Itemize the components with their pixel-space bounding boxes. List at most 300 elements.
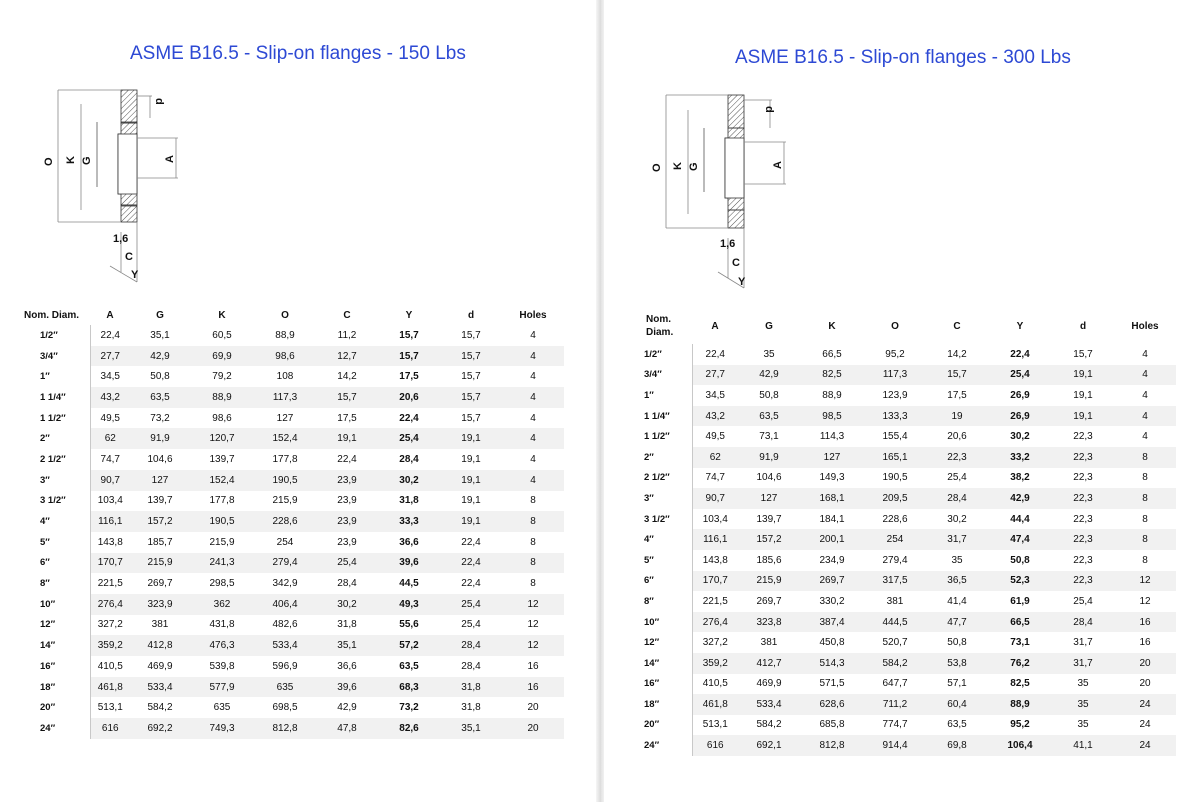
cell-A: 43,2 [90,387,130,408]
cell-K: 190,5 [190,511,254,532]
cell-nom-diam: 24″ [644,740,660,752]
cell-Y: 73,1 [1010,637,1030,649]
cell-A: 43,2 [692,406,738,427]
label-A: A [772,161,784,169]
cell-C: 23,9 [316,470,378,491]
cell-O: 117,3 [864,365,926,386]
cell-holes: 8 [502,553,564,574]
cell-O: 228,6 [882,513,908,525]
label-C: C [125,251,133,263]
cell-C: 47,8 [316,718,378,739]
cell-C: 23,9 [316,511,378,532]
table-row [626,529,1176,550]
cell-Y: 82,5 [1010,678,1030,690]
cell-nom-diam: 12″ [40,619,56,631]
cell-K: 152,4 [190,470,254,491]
cell-C: 63,5 [947,719,967,731]
cell-G: 215,9 [738,571,800,592]
cell-C: 50,8 [947,637,967,649]
label-d: d [153,98,165,105]
label-G: G [688,162,700,171]
cell-K: 82,5 [800,365,864,386]
cell-Y: 76,2 [988,653,1052,674]
cell-O: 774,7 [882,719,908,731]
cell-K: 168,1 [800,488,864,509]
cell-d: 22,4 [440,553,502,574]
cell-holes: 8 [1114,529,1176,550]
label-O: O [43,157,55,166]
flange-top-hub [121,90,137,123]
cell-holes: 16 [527,660,539,672]
cell-d: 19,1 [440,428,502,449]
label-d: d [763,106,775,113]
cell-holes: 24 [1139,719,1151,731]
flange-drawing [648,88,808,298]
cell-nom-diam: 18″ [644,698,660,710]
cell-nom-diam: 20″ [40,702,56,714]
table-row [626,385,1176,406]
table-row [24,408,564,429]
cell-A: 461,8 [90,677,130,698]
cell-G: 50,8 [759,389,779,401]
cell-O: 647,7 [882,678,908,690]
cell-Y: 30,2 [378,470,440,491]
cell-C: 28,4 [926,488,988,509]
cell-K: 812,8 [800,735,864,756]
cell-K: 539,8 [209,660,235,672]
cell-holes: 12 [1139,595,1151,607]
cell-A: 221,5 [692,591,738,612]
cell-holes: 4 [1142,431,1148,443]
cell-nom-diam: 14″ [40,640,56,652]
cell-C: 25,4 [316,553,378,574]
cell-O: 914,4 [864,735,926,756]
table-row [626,612,1176,633]
cell-G: 412,7 [738,653,800,674]
flange-table-150 [24,305,564,739]
cell-A: 62 [692,447,738,468]
cell-d: 22,3 [1052,447,1114,468]
cell-O: 381 [886,595,904,607]
cell-d: 25,4 [1073,595,1093,607]
table-row [626,550,1176,571]
table-row [626,426,1176,447]
cell-O: 698,5 [272,702,298,714]
cell-K: 69,9 [190,346,254,367]
cell-G: 381 [151,619,169,631]
cell-K: 139,7 [209,453,235,465]
cell-O: 596,9 [272,660,298,672]
cell-Y: 30,2 [1010,431,1030,443]
header-G: G [156,309,164,321]
cell-nom-diam: 16″ [40,660,56,672]
cell-holes: 12 [1114,571,1176,592]
cell-C: 17,5 [337,412,357,424]
cell-C: 19 [926,406,988,427]
cell-nom-diam: 3 1/2″ [644,513,670,525]
cell-A: 74,7 [692,468,738,489]
flange-diagram [40,82,200,292]
table-row [24,553,564,574]
cell-nom-diam: 1 1/2″ [644,431,670,443]
cell-nom-diam: 10″ [40,598,56,610]
cell-C: 42,9 [337,702,357,714]
cell-nom-diam: 2 1/2″ [40,453,66,465]
table-row [626,632,1176,653]
page-300-lbs [604,0,1200,802]
cell-O: 406,4 [254,594,316,615]
cell-C: 31,7 [926,529,988,550]
table-row [24,366,564,387]
cell-K: 577,9 [190,677,254,698]
cell-C: 30,2 [316,594,378,615]
cell-C: 41,4 [947,595,967,607]
table-row [626,674,1176,695]
cell-O: 533,4 [254,635,316,656]
cell-G: 269,7 [147,578,173,590]
cell-d: 25,4 [461,619,481,631]
cell-nom-diam: 8″ [644,595,654,607]
cell-Y: 44,5 [399,578,419,590]
cell-holes: 4 [1114,406,1176,427]
cell-holes: 8 [1142,513,1148,525]
cell-A: 170,7 [692,571,738,592]
cell-K: 177,8 [209,495,235,507]
cell-K: 749,3 [190,718,254,739]
cell-Y: 15,7 [399,329,419,341]
cell-nom-diam: 1/2″ [644,348,662,360]
table-row [24,470,564,491]
cell-A: 22,4 [692,344,738,365]
cell-Y: 73,2 [399,702,419,714]
table-row [626,694,1176,715]
cell-G: 104,6 [756,472,782,484]
cell-K: 628,6 [800,694,864,715]
cell-nom-diam: 16″ [644,678,660,690]
header-G: G [765,320,773,332]
cell-O: 108 [276,371,294,383]
cell-nom-diam: 2″ [644,451,654,463]
cell-d: 22,3 [1073,431,1093,443]
cell-d: 22,4 [461,578,481,590]
cell-A: 170,7 [90,553,130,574]
cell-holes: 8 [530,536,536,548]
cell-G: 469,9 [147,660,173,672]
cell-K: 234,9 [819,554,845,566]
cell-Y: 42,9 [988,488,1052,509]
table-row [24,656,564,677]
cell-C: 22,3 [926,447,988,468]
cell-K: 200,1 [800,529,864,550]
label-A: A [164,155,176,163]
cell-A: 359,2 [692,653,738,674]
cell-A: 103,4 [692,509,738,530]
cell-Y: 61,9 [1010,595,1030,607]
cell-Y: 25,4 [378,428,440,449]
cell-G: 185,6 [756,554,782,566]
cell-holes: 16 [502,677,564,698]
cell-A: 410,5 [90,656,130,677]
flange-table-300 [626,308,1176,756]
cell-A: 90,7 [90,470,130,491]
cell-K: 362 [190,594,254,615]
cell-O: 155,4 [882,431,908,443]
cell-nom-diam: 6″ [644,575,654,587]
cell-K: 184,1 [819,513,845,525]
cell-G: 323,9 [130,594,190,615]
cell-nom-diam: 3/4″ [644,369,662,381]
cell-nom-diam: 4″ [40,516,50,528]
cell-holes: 16 [1114,612,1176,633]
label-K: K [65,156,77,164]
cell-C: 12,7 [316,346,378,367]
cell-holes: 20 [527,702,539,714]
cell-d: 19,1 [1052,365,1114,386]
cell-A: 34,5 [692,385,738,406]
cell-nom-diam: 5″ [40,536,50,548]
table-row [24,511,564,532]
cell-O: 317,5 [864,571,926,592]
cell-Y: 26,9 [1010,389,1030,401]
cell-d: 22,3 [1073,513,1093,525]
header-A: A [711,320,719,332]
table-row [24,615,564,636]
cell-A: 327,2 [90,615,130,636]
header-d: d [467,309,475,321]
cell-d: 41,1 [1052,735,1114,756]
table-row [626,406,1176,427]
table-row [626,365,1176,386]
cell-d: 15,7 [440,346,502,367]
cell-K: 60,5 [212,329,232,341]
cell-holes: 4 [1114,365,1176,386]
cell-K: 514,3 [800,653,864,674]
table-row [626,591,1176,612]
cell-O: 444,5 [864,612,926,633]
cell-holes: 4 [530,453,536,465]
cell-C: 35,1 [316,635,378,656]
cell-G: 127 [130,470,190,491]
cell-G: 63,5 [130,387,190,408]
cell-Y: 26,9 [988,406,1052,427]
table-row [626,447,1176,468]
table-row [24,594,564,615]
cell-A: 49,5 [90,408,130,429]
cell-O: 812,8 [254,718,316,739]
cell-d: 19,1 [440,511,502,532]
cell-nom-diam: 3″ [40,474,50,486]
cell-C: 30,2 [947,513,967,525]
cell-holes: 16 [1139,637,1151,649]
cell-G: 91,9 [130,428,190,449]
cell-O: 95,2 [885,348,905,360]
cell-G: 584,2 [147,702,173,714]
cell-G: 35 [763,348,775,360]
cell-C: 20,6 [947,431,967,443]
header-C: C [953,320,961,332]
cell-K: 114,3 [819,431,845,443]
table-row [24,718,564,739]
cell-A: 27,7 [90,346,130,367]
cell-d: 19,1 [440,470,502,491]
cell-A: 221,5 [90,573,130,594]
cell-A: 143,8 [692,550,738,571]
cell-A: 410,5 [692,674,738,695]
cell-holes: 20 [502,718,564,739]
cell-C: 35 [951,554,963,566]
cell-d: 19,1 [461,495,481,507]
cell-C: 15,7 [926,365,988,386]
table-row [626,715,1176,736]
label-O: O [651,163,663,172]
header-Y: Y [405,309,413,321]
table-row [626,735,1176,756]
cell-K: 127 [800,447,864,468]
cell-holes: 8 [1114,488,1176,509]
cell-d: 15,7 [1073,348,1093,360]
cell-C: 36,6 [337,660,357,672]
header-holes: Holes [1131,320,1159,332]
cell-nom-diam: 20″ [644,719,660,731]
cell-C: 14,2 [337,371,357,383]
cell-O: 133,3 [864,406,926,427]
table-body [626,344,1176,756]
cell-G: 215,9 [130,553,190,574]
cell-holes: 24 [1114,694,1176,715]
label-G: G [81,156,93,165]
cell-K: 215,9 [209,536,235,548]
cell-holes: 8 [530,578,536,590]
header-K: K [828,320,836,332]
table-row [24,677,564,698]
cell-holes: 8 [530,495,536,507]
table-row [24,491,564,512]
cell-O: 215,9 [272,495,298,507]
cell-G: 139,7 [756,513,782,525]
cell-O: 190,5 [254,470,316,491]
cell-O: 279,4 [882,554,908,566]
cell-A: 22,4 [90,325,130,346]
table-header-row [626,308,1176,344]
label-Y: Y [131,269,139,281]
cell-A: 116,1 [692,529,738,550]
cell-O: 228,6 [254,511,316,532]
cell-C: 57,1 [947,678,967,690]
label-Y: Y [738,276,746,288]
cell-nom-diam: 2″ [40,433,50,445]
cell-d: 28,4 [1052,612,1114,633]
cell-d: 22,3 [1052,488,1114,509]
cell-A: 359,2 [90,635,130,656]
cell-A: 461,8 [692,694,738,715]
cell-holes: 4 [530,371,536,383]
cell-G: 269,7 [756,595,782,607]
cell-Y: 50,8 [1010,554,1030,566]
cell-nom-diam: 18″ [40,681,56,693]
table-row [24,449,564,470]
header-O: O [281,309,289,321]
cell-A: 103,4 [90,491,130,512]
cell-O: 279,4 [254,553,316,574]
header-O: O [891,320,899,332]
cell-K: 269,7 [800,571,864,592]
cell-Y: 33,3 [378,511,440,532]
cell-K: 476,3 [190,635,254,656]
cell-nom-diam: 2 1/2″ [644,472,670,484]
cell-nom-diam: 8″ [40,578,50,590]
table-row [626,571,1176,592]
cell-A: 74,7 [90,449,130,470]
cell-d: 22,3 [1073,554,1093,566]
cell-holes: 4 [502,387,564,408]
cell-holes: 20 [1139,678,1151,690]
cell-holes: 24 [1114,735,1176,756]
cell-C: 15,7 [316,387,378,408]
cell-K: 88,9 [190,387,254,408]
cell-d: 19,1 [1052,406,1114,427]
cell-A: 616 [90,718,130,739]
cell-A: 49,5 [692,426,738,447]
cell-O: 254 [276,536,294,548]
cell-nom-diam: 24″ [40,722,56,734]
cell-G: 692,1 [738,735,800,756]
table-row [24,635,564,656]
cell-Y: 55,6 [399,619,419,631]
cell-K: 387,4 [800,612,864,633]
cell-nom-diam: 4″ [644,534,654,546]
flange-bottom-hub [121,205,137,222]
cell-O: 482,6 [272,619,298,631]
cell-K: 431,8 [209,619,235,631]
cell-nom-diam: 14″ [644,657,660,669]
cell-Y: 22,4 [399,412,419,424]
cell-G: 412,8 [130,635,190,656]
cell-K: 66,5 [822,348,842,360]
cell-A: 513,1 [692,715,738,736]
cell-O: 127 [276,412,294,424]
cell-K: 685,8 [819,719,845,731]
table-row [24,697,564,718]
cell-O: 123,9 [882,389,908,401]
cell-O: 254 [864,529,926,550]
cell-G: 50,8 [150,371,170,383]
cell-A: 513,1 [90,697,130,718]
cell-d: 35 [1052,694,1114,715]
cell-C: 11,2 [337,329,357,341]
cell-G: 533,4 [130,677,190,698]
table-row [24,428,564,449]
cell-Y: 28,4 [399,453,419,465]
cell-C: 53,8 [926,653,988,674]
page-150-lbs [0,0,598,802]
cell-Y: 17,5 [399,371,419,383]
table-row [24,387,564,408]
header-A: A [106,309,114,321]
label-1-6: 1,6 [113,233,129,245]
cell-d: 31,7 [1052,653,1114,674]
cell-Y: 15,7 [378,346,440,367]
cell-A: 143,8 [90,532,130,553]
cell-d: 22,4 [461,536,481,548]
label-K: K [672,162,684,170]
cell-d: 28,4 [461,660,481,672]
cell-d: 22,3 [1073,472,1093,484]
cell-Y: 66,5 [988,612,1052,633]
cell-G: 692,2 [130,718,190,739]
cell-d: 22,3 [1052,571,1114,592]
cell-G: 157,2 [738,529,800,550]
page-title: ASME B16.5 - Slip-on flanges - 300 Lbs [735,47,1071,68]
